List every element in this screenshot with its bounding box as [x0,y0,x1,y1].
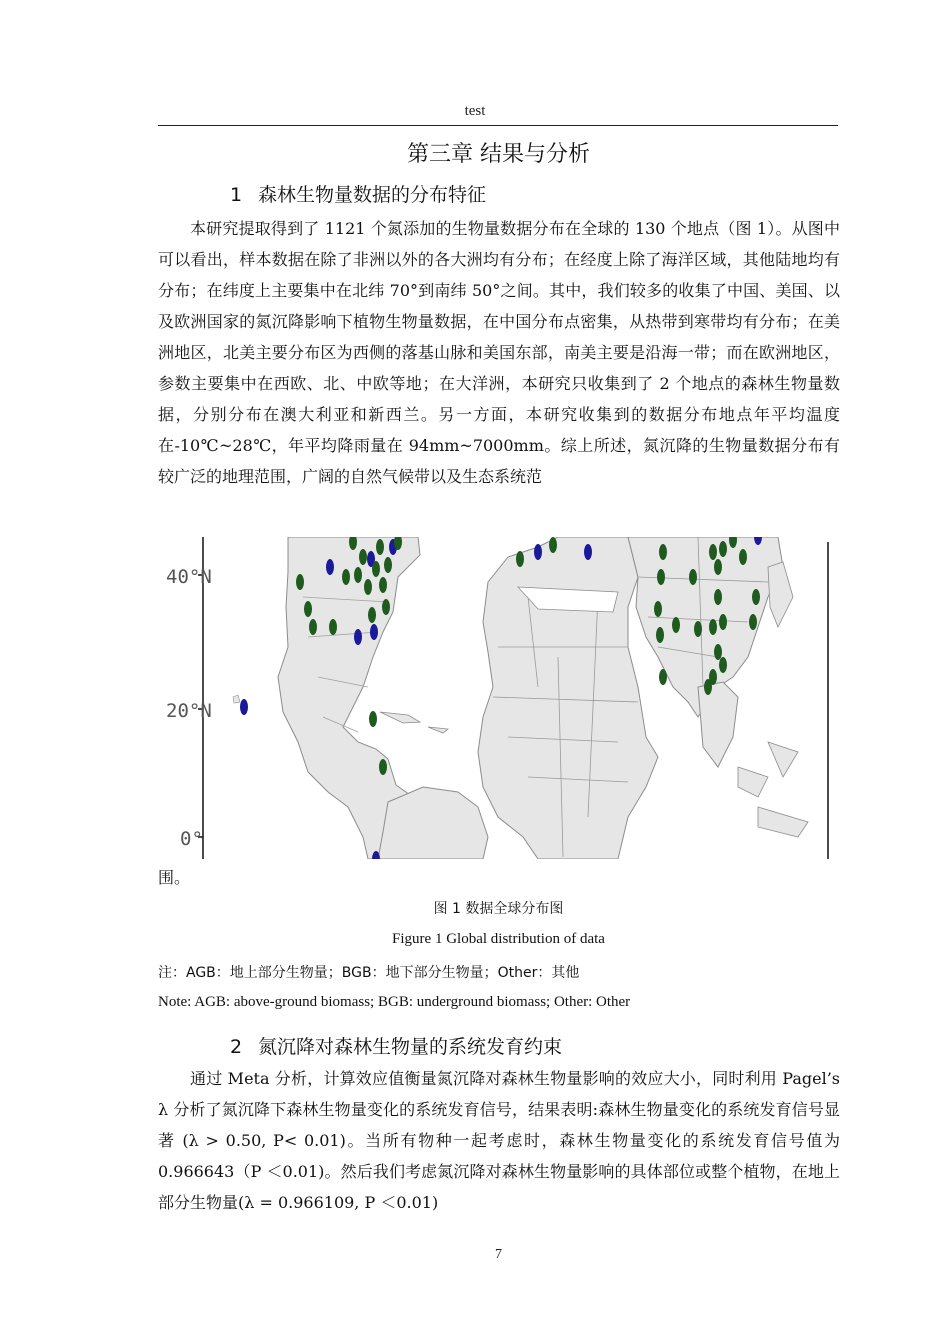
chapter-title: 第三章 结果与分析 [407,142,590,167]
map-svg [158,537,838,859]
running-header: test [464,103,486,119]
figure-caption-cn: 图 1 数据全球分布图 [433,901,564,917]
section-number: 1 [230,184,243,206]
paragraph-phylogenetic: 通过 Meta 分析，计算效应值衡量氮沉降对森林生物量影响的效应大小，同时利用 Pagel’s λ 分析了氮沉降下森林生物量变化的系统发育信号，结果表明:森林生物量变化的系统发育信号显著 (λ > 0.50, P< 0.01)。当所有物种一起考虑时，森林生物量变化的系统发育信号值为 0.966643（P ＜0.01)。然后我们考虑氮沉降对森林生物量影响的具体部位或整个植物，在地上部分生物量(λ = 0.966109, P ＜0.01) [158,1069,840,1212]
latitude-label-20n: 20°N [166,700,212,722]
latitude-label-0: 0° [180,828,203,850]
africa-europe-land [478,537,658,859]
figure-note-cn: 注：AGB：地上部分生物量；BGB：地下部分生物量；Other：其他 [158,965,580,981]
section-number: 2 [230,1036,243,1058]
figure-caption-en: Figure 1 Global distribution of data [392,931,605,947]
header-rule [158,125,838,126]
latitude-label-40n: 40°N [166,566,212,588]
paragraph-tail: 围。 [158,868,191,887]
global-distribution-map [158,537,838,859]
section-heading-1 [230,180,486,207]
section-title: 森林生物量数据的分布特征 [258,184,487,206]
page-number: 7 [495,1247,502,1262]
figure-note-en: Note: AGB: above-ground biomass; BGB: underground biomass; Other: Other [158,994,631,1010]
section-heading-2 [230,1032,562,1059]
paragraph-distribution: 本研究提取得到了 1121 个氮添加的生物量数据分布在全球的 130 个地点（图 1）。从图中可以看出，样本数据在除了非洲以外的各大洲均有分布；在经度上除了海洋区域，其他陆地均有分布；在纬度上主要集中在北纬 70°到南纬 50°之间。其中，我们较多的收集了中国、美国、以及欧洲国家的氮沉降影响下植物生物量数据，在中国分布点密集，从热带到寒带均有分布；在美洲地区，北美主要分布区为西侧的落基山脉和美国东部，南美主要是沿海一带；而在欧洲地区，参数主要集中在西欧、北、中欧等地；在大洋洲，本研究只收集到了 2 个地点的森林生物量数据，分别分布在澳大利亚和新西兰。另一方面，本研究收集到的数据分布地点年平均温度在-10℃~28℃，年平均降雨量在 94mm~7000mm。综上所述，氮沉降的生物量数据分布有较广泛的地理范围，广阔的自然气候带以及生态系统范 [158,219,840,486]
section-title: 氮沉降对森林生物量的系统发育约束 [258,1036,563,1058]
